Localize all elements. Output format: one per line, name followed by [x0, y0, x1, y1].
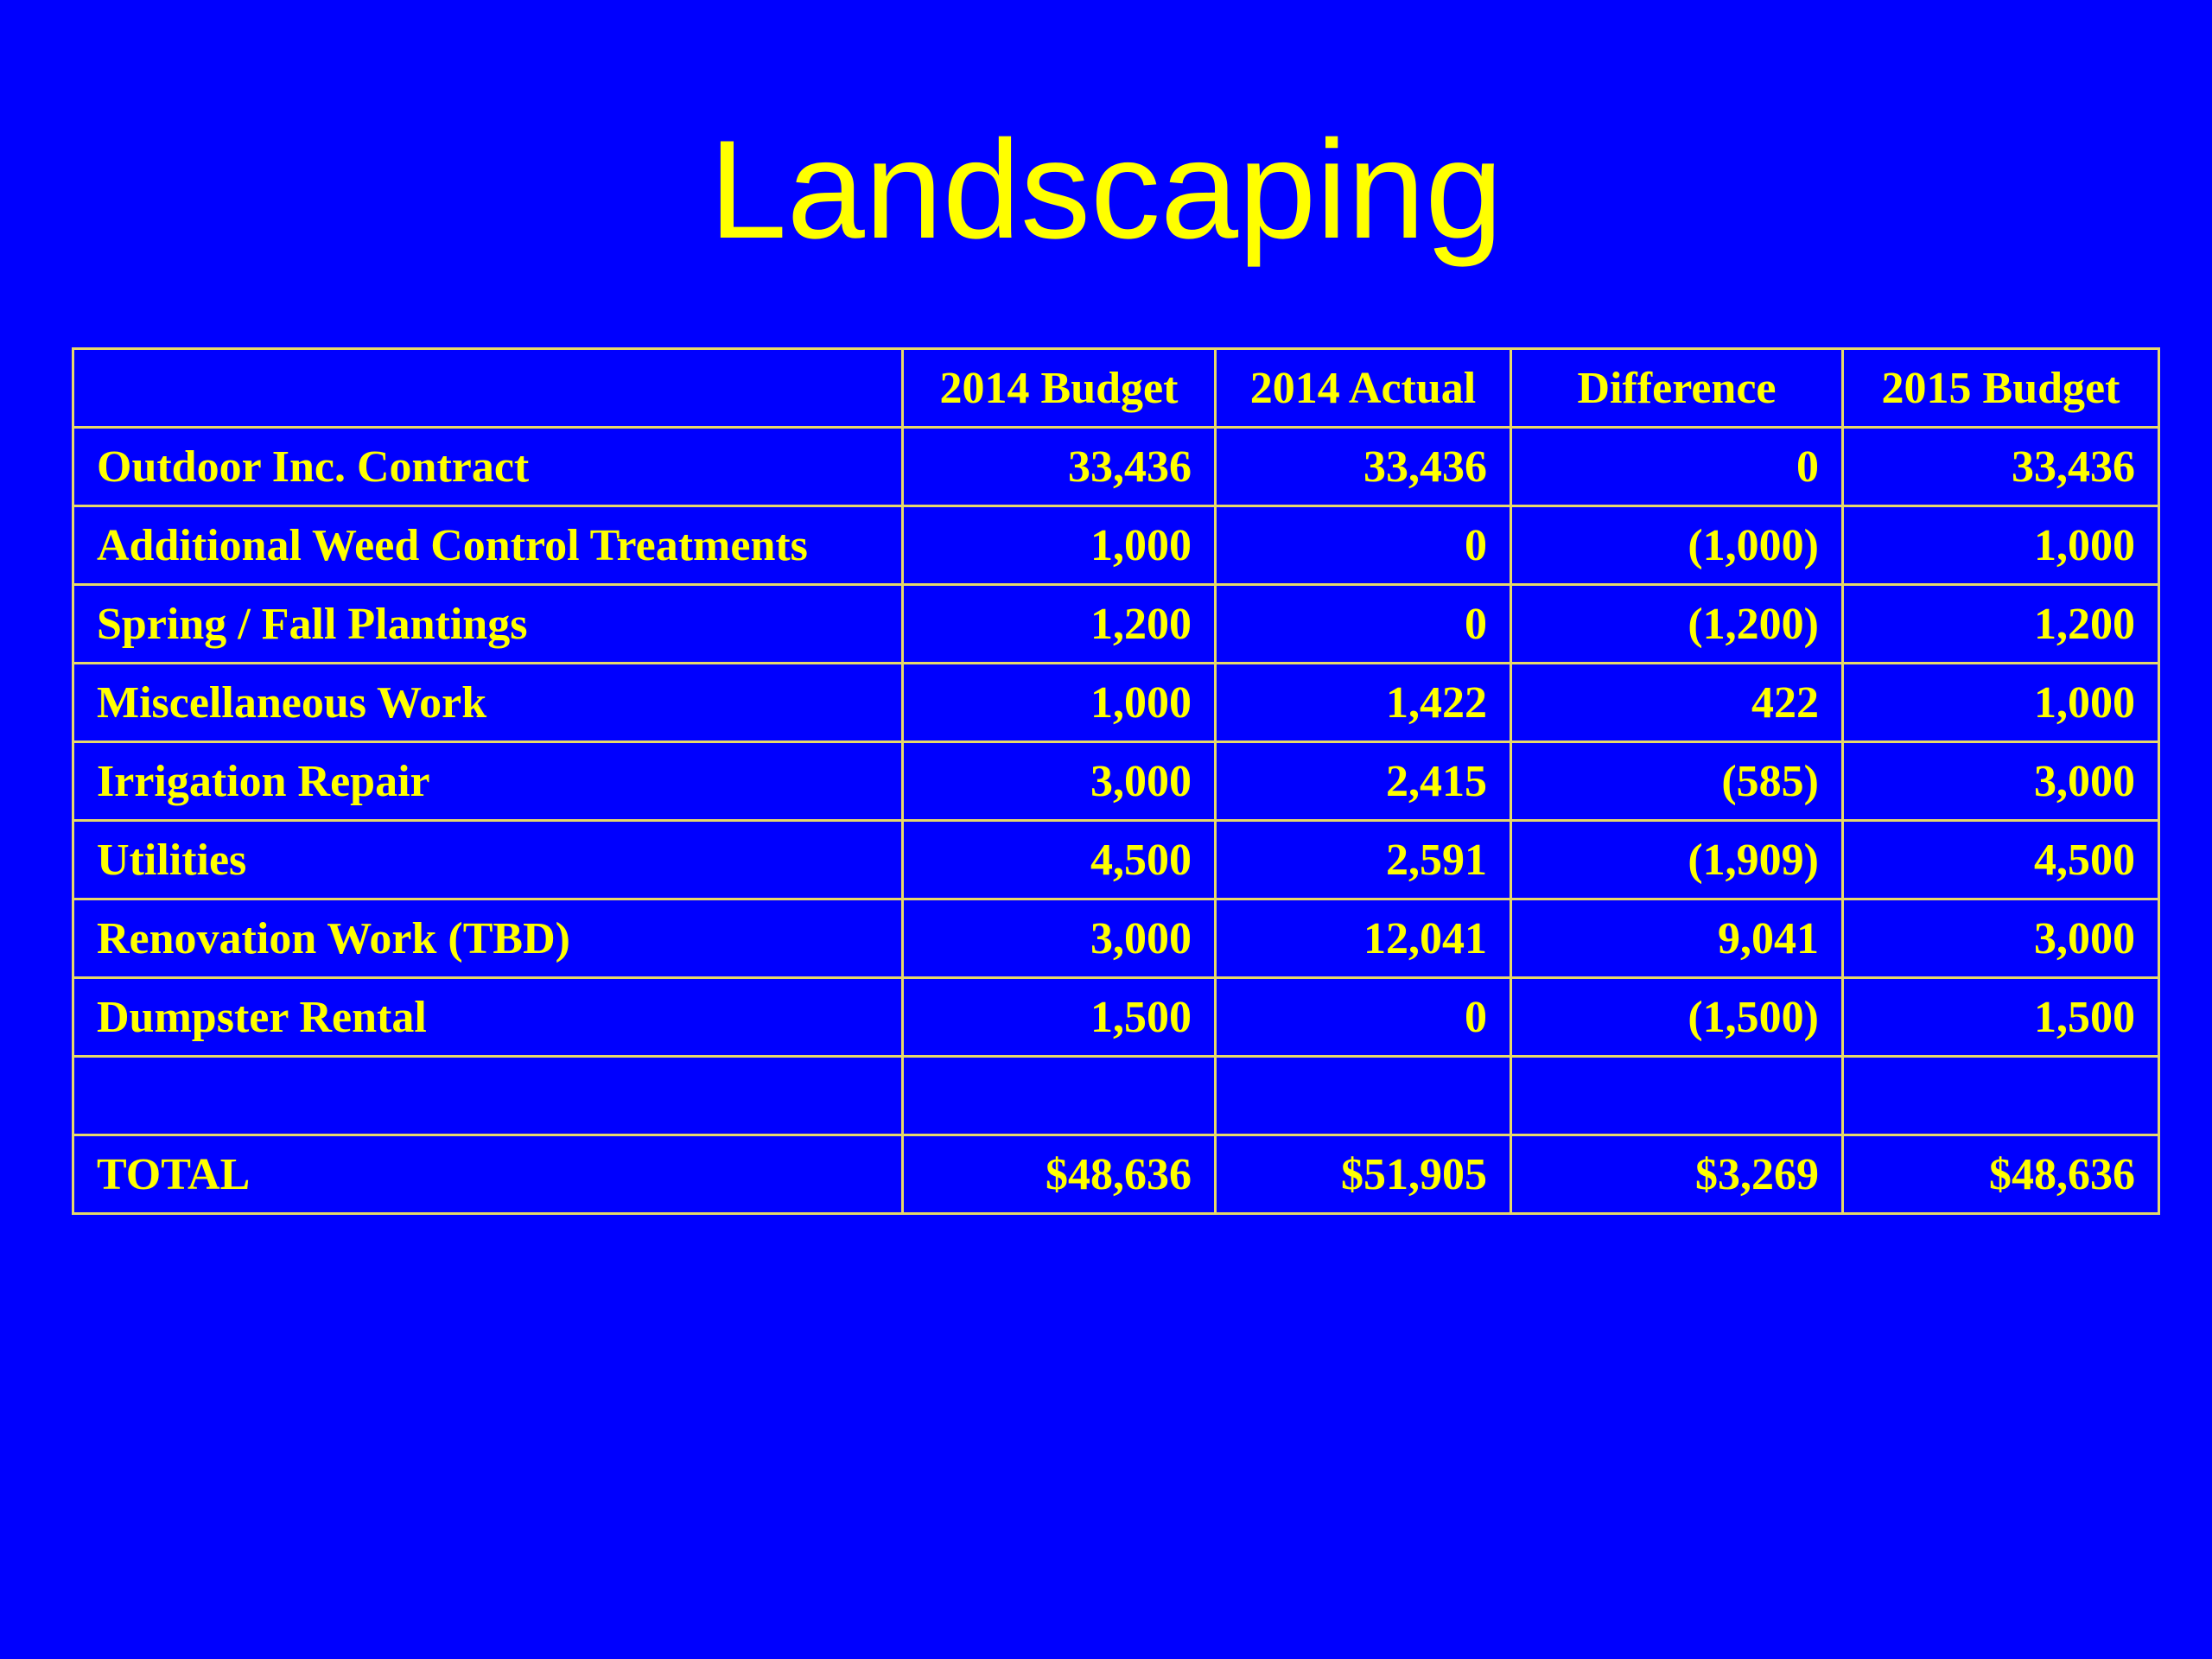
- cell-2015-budget: 1,000: [1843, 506, 2159, 585]
- cell-2015-budget: 33,436: [1843, 428, 2159, 506]
- table-header-row: [73, 349, 2159, 428]
- table-row: [73, 664, 2159, 742]
- cell-2014-actual: 33,436: [1216, 428, 1511, 506]
- table-row: [73, 585, 2159, 664]
- cell-2014-actual: 0: [1216, 506, 1511, 585]
- cell-2015-budget: 3,000: [1843, 899, 2159, 978]
- cell-2015-budget: 1,000: [1843, 664, 2159, 742]
- cell-2014-budget: 1,200: [903, 585, 1216, 664]
- cell-2014-actual: 0: [1216, 585, 1511, 664]
- row-label: Utilities: [73, 821, 903, 899]
- cell-2015-budget: 4,500: [1843, 821, 2159, 899]
- cell-difference: 0: [1511, 428, 1843, 506]
- cell-2014-budget: 1,000: [903, 506, 1216, 585]
- cell-difference: 9,041: [1511, 899, 1843, 978]
- cell-difference: (1,200): [1511, 585, 1843, 664]
- total-2015-budget: $48,636: [1843, 1135, 2159, 1214]
- cell-2014-budget: 1,000: [903, 664, 1216, 742]
- cell-2014-actual: 2,415: [1216, 742, 1511, 821]
- row-label: Renovation Work (TBD): [73, 899, 903, 978]
- cell-2014-budget: 3,000: [903, 899, 1216, 978]
- cell-difference: 422: [1511, 664, 1843, 742]
- table-row-empty: [73, 1057, 2159, 1135]
- cell-2014-budget: 33,436: [903, 428, 1216, 506]
- row-label: Spring / Fall Plantings: [73, 585, 903, 664]
- table-row: [73, 742, 2159, 821]
- cell-2014-actual: 2,591: [1216, 821, 1511, 899]
- cell-2014-budget: 3,000: [903, 742, 1216, 821]
- row-label: Irrigation Repair: [73, 742, 903, 821]
- cell-2014-budget: 4,500: [903, 821, 1216, 899]
- total-label: TOTAL: [73, 1135, 903, 1214]
- row-label: Dumpster Rental: [73, 978, 903, 1057]
- cell-difference: (1,909): [1511, 821, 1843, 899]
- table-row: [73, 821, 2159, 899]
- cell-difference: [1511, 1057, 1843, 1135]
- slide-title: Landscaping: [709, 111, 1503, 268]
- total-2014-actual: $51,905: [1216, 1135, 1511, 1214]
- column-header-2015-budget: 2015 Budget: [1843, 349, 2159, 428]
- row-label: Miscellaneous Work: [73, 664, 903, 742]
- cell-2015-budget: 1,200: [1843, 585, 2159, 664]
- cell-2014-actual: 12,041: [1216, 899, 1511, 978]
- cell-2015-budget: 1,500: [1843, 978, 2159, 1057]
- total-difference: $3,269: [1511, 1135, 1843, 1214]
- cell-2014-actual: 1,422: [1216, 664, 1511, 742]
- table-row: [73, 899, 2159, 978]
- cell-2014-actual: [1216, 1057, 1511, 1135]
- budget-table: [72, 347, 2160, 1215]
- total-2014-budget: $48,636: [903, 1135, 1216, 1214]
- row-label: Additional Weed Control Treatments: [73, 506, 903, 585]
- column-header-2014-budget: 2014 Budget: [903, 349, 1216, 428]
- row-label: Outdoor Inc. Contract: [73, 428, 903, 506]
- cell-2014-budget: 1,500: [903, 978, 1216, 1057]
- cell-difference: (1,000): [1511, 506, 1843, 585]
- table-row: [73, 978, 2159, 1057]
- cell-difference: (585): [1511, 742, 1843, 821]
- cell-2014-budget: [903, 1057, 1216, 1135]
- table-row: [73, 428, 2159, 506]
- cell-difference: (1,500): [1511, 978, 1843, 1057]
- table-row: [73, 506, 2159, 585]
- column-header-label: [73, 349, 903, 428]
- cell-2014-actual: 0: [1216, 978, 1511, 1057]
- row-label: [73, 1057, 903, 1135]
- column-header-difference: Difference: [1511, 349, 1843, 428]
- cell-2015-budget: [1843, 1057, 2159, 1135]
- column-header-2014-actual: 2014 Actual: [1216, 349, 1511, 428]
- cell-2015-budget: 3,000: [1843, 742, 2159, 821]
- table-row-total: [73, 1135, 2159, 1214]
